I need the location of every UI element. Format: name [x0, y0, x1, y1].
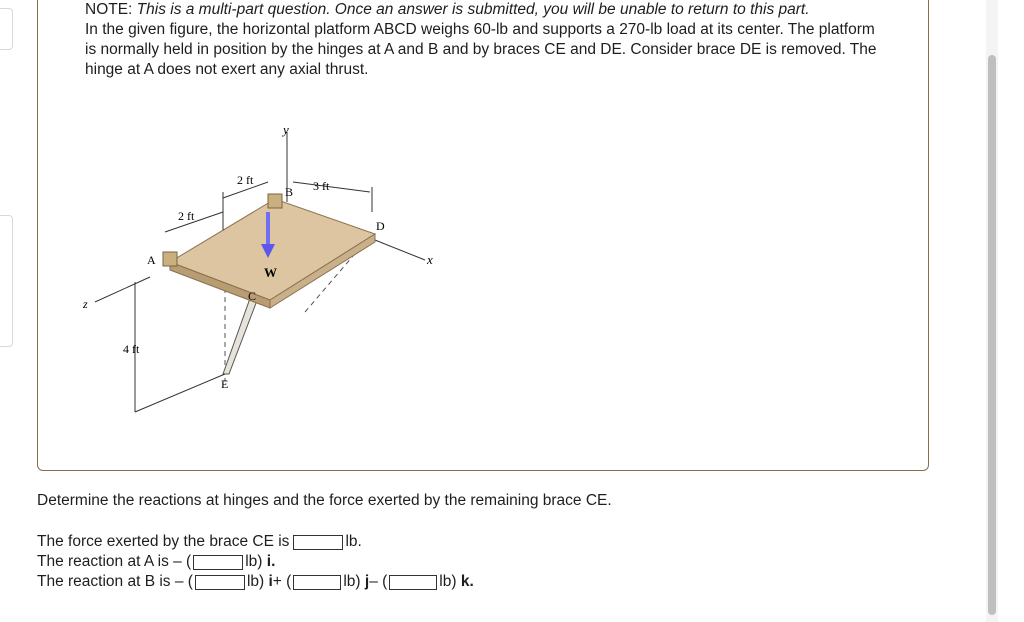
ce-unit: lb. — [345, 533, 362, 550]
prompt-text: Determine the reactions at hinges and the force exerted by the remaining brace CE. — [37, 492, 612, 509]
label-b: B — [285, 185, 294, 199]
answer-row-a — [37, 552, 474, 572]
b-reaction-j-input[interactable] — [293, 575, 341, 590]
a-unit: lb) — [245, 553, 263, 570]
dim-4ft: 4 ft — [123, 342, 140, 356]
answer-row-ce — [37, 532, 474, 552]
label-a: A — [147, 253, 156, 267]
label-z: z — [83, 297, 88, 311]
b-unit-k: lb) — [439, 573, 457, 590]
b-vec-k: k. — [460, 573, 474, 590]
label-d: D — [376, 219, 385, 233]
b-reaction-i-input[interactable] — [195, 575, 245, 590]
hinge-b — [268, 194, 282, 208]
b-unit-i: lb) — [246, 573, 265, 590]
a-vec-i: i. — [266, 553, 276, 570]
left-rail-tab — [0, 8, 13, 50]
ce-force-input[interactable] — [293, 535, 343, 550]
label-e: E — [221, 377, 229, 391]
figure-svg — [75, 112, 475, 432]
answer-section — [37, 532, 474, 592]
note-line: NOTE: This is a multi-part question. Once an answer is submitted, you will be unable to return to this part. — [85, 1, 810, 18]
label-x: x — [427, 252, 433, 267]
scroll-thumb[interactable] — [988, 55, 996, 615]
b-prefix: The reaction at B is – ( — [37, 573, 193, 590]
left-rail-tab — [0, 215, 13, 347]
b-vec-j: j — [364, 573, 370, 590]
problem-figure — [75, 112, 475, 432]
dim-2ft-top: 2 ft — [237, 173, 254, 187]
hinge-a — [163, 252, 177, 266]
b-reaction-k-input[interactable] — [389, 575, 437, 590]
platform-top — [170, 199, 375, 300]
dim-2ft-left: 2 ft — [178, 209, 195, 223]
problem-text: In the given figure, the horizontal platform ABCD weighs 60-lb and supports a 270-lb load at its center. The platform is normally held in position by the hinges at A and B and by braces CE and DE. Consider brace DE is removed. The hinge at A does not exert any axial thrust. — [85, 21, 877, 78]
z-axis — [95, 277, 150, 302]
label-y: y — [283, 122, 289, 137]
b-unit-j: lb) — [343, 573, 361, 590]
question-text — [85, 0, 885, 80]
b-minus: – ( — [369, 573, 388, 590]
b-vec-i: i — [268, 573, 273, 590]
ce-prefix: The force exerted by the brace CE is — [37, 533, 290, 550]
label-w: W — [264, 265, 277, 280]
note-text: This is a multi-part question. Once an answer is submitted, you will be unable to return to this part. — [136, 1, 810, 18]
label-c: C — [248, 289, 257, 303]
dim-3ft: 3 ft — [313, 179, 330, 193]
b-plus: + ( — [272, 573, 292, 590]
answer-row-b — [37, 572, 474, 592]
vertical-scrollbar[interactable] — [986, 0, 998, 622]
x-axis — [375, 240, 425, 260]
a-reaction-i-input[interactable] — [193, 555, 243, 570]
a-prefix: The reaction at A is – ( — [37, 553, 192, 570]
